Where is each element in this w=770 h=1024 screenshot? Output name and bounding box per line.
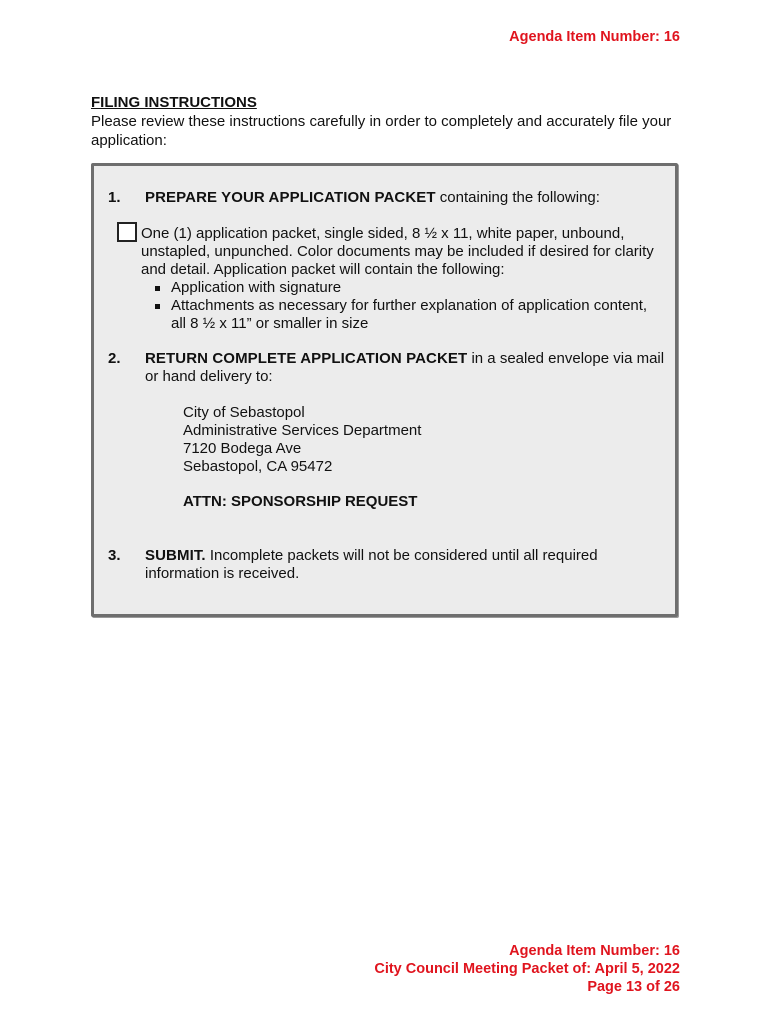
step-3-rest: Incomplete packets will not be considered until all required <box>205 547 598 564</box>
step-3 <box>108 547 598 583</box>
step-2-heading: RETURN COMPLETE APPLICATION PACKET <box>145 350 468 367</box>
bullet-square-icon <box>155 304 160 309</box>
step-1-para-line2: unstapled, unpunched. Color documents may be included if desired for clarity <box>141 243 654 260</box>
step-1-rest: containing the following: <box>435 189 600 206</box>
packet-checkbox[interactable] <box>117 222 137 242</box>
address-line: Sebastopol, CA 95472 <box>183 458 333 475</box>
list-item: Attachments as necessary for further explanation of application content, <box>141 297 671 315</box>
step-1-para-line3: and detail. Application packet will contain the following: <box>141 261 505 278</box>
footer-page-number: Page 13 of 26 <box>587 979 680 995</box>
footer-meeting: City Council Meeting Packet of: April 5, 2022 <box>374 961 680 977</box>
address-line: Administrative Services Department <box>183 422 422 439</box>
step-1-number: 1. <box>108 189 121 206</box>
filing-intro-line1: Please review these instructions carefully in order to completely and accurately file your <box>91 113 672 130</box>
mailing-address <box>183 404 421 476</box>
step-2-number: 2. <box>108 350 121 367</box>
step-2-rest: in a sealed envelope via mail <box>467 350 665 367</box>
packet-contents-list <box>141 279 671 333</box>
step-3-number: 3. <box>108 547 121 564</box>
step-2-line2: or hand delivery to: <box>145 368 273 385</box>
step-1-para-line1: One (1) application packet, single sided, 8 ½ x 11, white paper, unbound, <box>141 225 625 242</box>
filing-title: FILING INSTRUCTIONS <box>91 94 257 111</box>
footer-agenda-item: Agenda Item Number: 16 <box>509 943 680 959</box>
agenda-item-header: Agenda Item Number: 16 <box>509 29 680 45</box>
step-1-heading: PREPARE YOUR APPLICATION PACKET <box>145 189 436 206</box>
step-1 <box>108 189 600 207</box>
instructions-box <box>91 163 678 617</box>
filing-intro-line2: application: <box>91 132 167 149</box>
step-2 <box>108 350 664 386</box>
bullet-square-icon <box>155 286 160 291</box>
step-1-details <box>141 225 671 333</box>
step-3-line2: information is received. <box>145 565 300 582</box>
address-line: 7120 Bodega Ave <box>183 440 302 457</box>
address-line: City of Sebastopol <box>183 404 305 421</box>
filing-instructions <box>91 93 691 150</box>
list-item: Application with signature <box>141 279 671 297</box>
page-footer <box>374 942 680 996</box>
step-3-heading: SUBMIT. <box>145 547 206 564</box>
list-item-continuation: all 8 ½ x 11” or smaller in size <box>171 315 369 332</box>
attn-line: ATTN: SPONSORSHIP REQUEST <box>183 493 418 510</box>
